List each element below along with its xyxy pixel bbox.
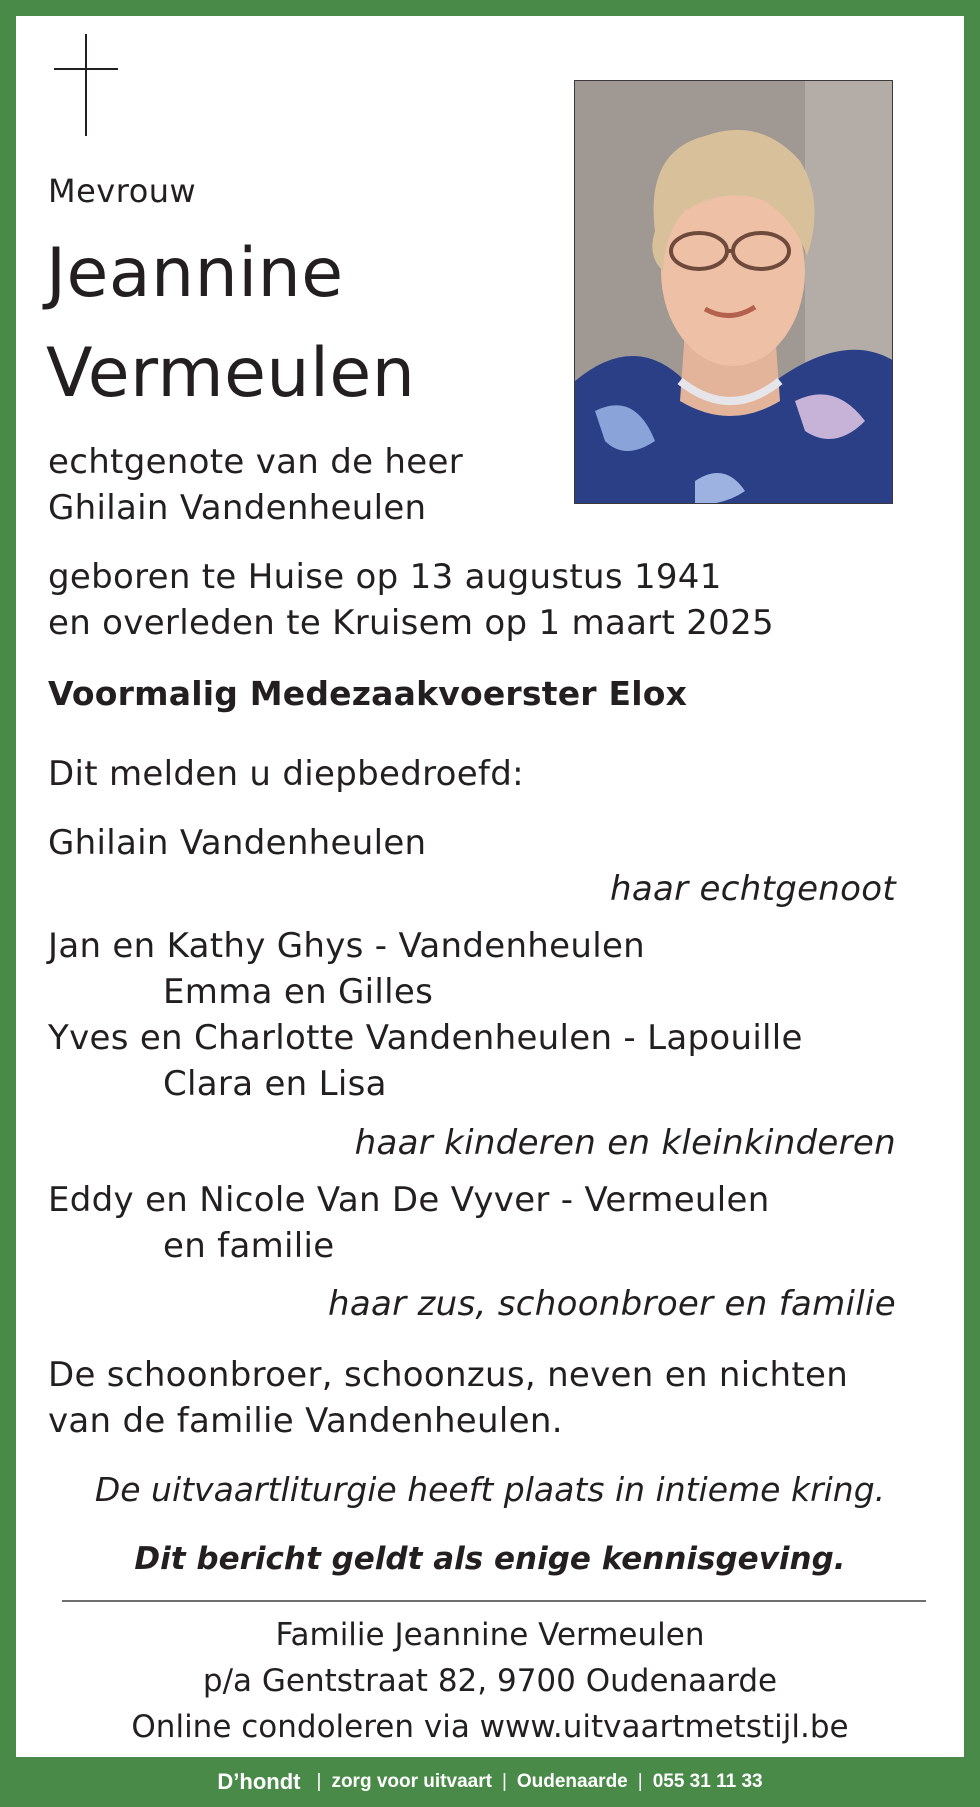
death-line: en overleden te Kruisem op 1 maart 2025	[48, 603, 774, 643]
portrait-photo	[574, 80, 893, 504]
family-spouse-relation: haar echtgenoot	[610, 869, 896, 909]
footer-tagline: zorg voor uitvaart	[331, 1771, 492, 1792]
notice-note: Dit bericht geldt als enige kennisgeving.	[134, 1541, 846, 1577]
cross-horizontal-bar	[54, 68, 118, 70]
extended-family-line-2: van de familie Vandenheulen.	[48, 1401, 563, 1441]
portrait-illustration	[575, 81, 893, 504]
divider-line	[62, 1600, 926, 1602]
funeral-home-brand: D’hondt	[217, 1769, 301, 1794]
footer-city: Oudenaarde	[516, 1771, 628, 1792]
footer-separator: |	[316, 1771, 322, 1792]
family-sibling: Eddy en Nicole Van De Vyver - Vermeulen	[48, 1180, 770, 1220]
deceased-last-name: Vermeulen	[46, 334, 416, 413]
family-sibling-relation: haar zus, schoonbroer en familie	[328, 1284, 896, 1324]
contact-name: Familie Jeannine Vermeulen	[275, 1617, 705, 1653]
family-child-2: Yves en Charlotte Vandenheulen - Lapouille	[48, 1018, 803, 1058]
family-children-relation: haar kinderen en kleinkinderen	[354, 1123, 896, 1163]
footer-phone: 055 31 11 33	[652, 1771, 763, 1792]
family-grandchildren-1: Emma en Gilles	[163, 972, 434, 1012]
footer-separator: |	[637, 1771, 643, 1792]
birth-line: geboren te Huise op 13 augustus 1941	[48, 557, 722, 597]
family-sibling-extra: en familie	[163, 1226, 335, 1266]
liturgy-note: De uitvaartliturgie heeft plaats in intieme kring.	[94, 1470, 886, 1509]
funeral-home-footer	[0, 1757, 980, 1807]
family-spouse-name: Ghilain Vandenheulen	[48, 823, 427, 863]
cross-vertical-bar	[85, 34, 87, 136]
former-role: Voormalig Medezaakvoerster Elox	[48, 674, 688, 713]
spouse-line-1: echtgenote van de heer	[48, 442, 463, 482]
honorific: Mevrouw	[48, 172, 197, 210]
extended-family-line-1: De schoonbroer, schoonzus, neven en nichten	[48, 1355, 849, 1395]
family-child-1: Jan en Kathy Ghys - Vandenheulen	[48, 926, 646, 966]
online-condolence: Online condoleren via www.uitvaartmetstijl.be	[131, 1709, 849, 1745]
spouse-line-2: Ghilain Vandenheulen	[48, 488, 427, 528]
footer-separator: |	[501, 1771, 507, 1792]
announcement-line: Dit melden u diepbedroefd:	[48, 754, 524, 794]
contact-address: p/a Gentstraat 82, 9700 Oudenaarde	[202, 1663, 778, 1699]
deceased-first-name: Jeannine	[46, 234, 344, 313]
family-grandchildren-2: Clara en Lisa	[163, 1064, 387, 1104]
